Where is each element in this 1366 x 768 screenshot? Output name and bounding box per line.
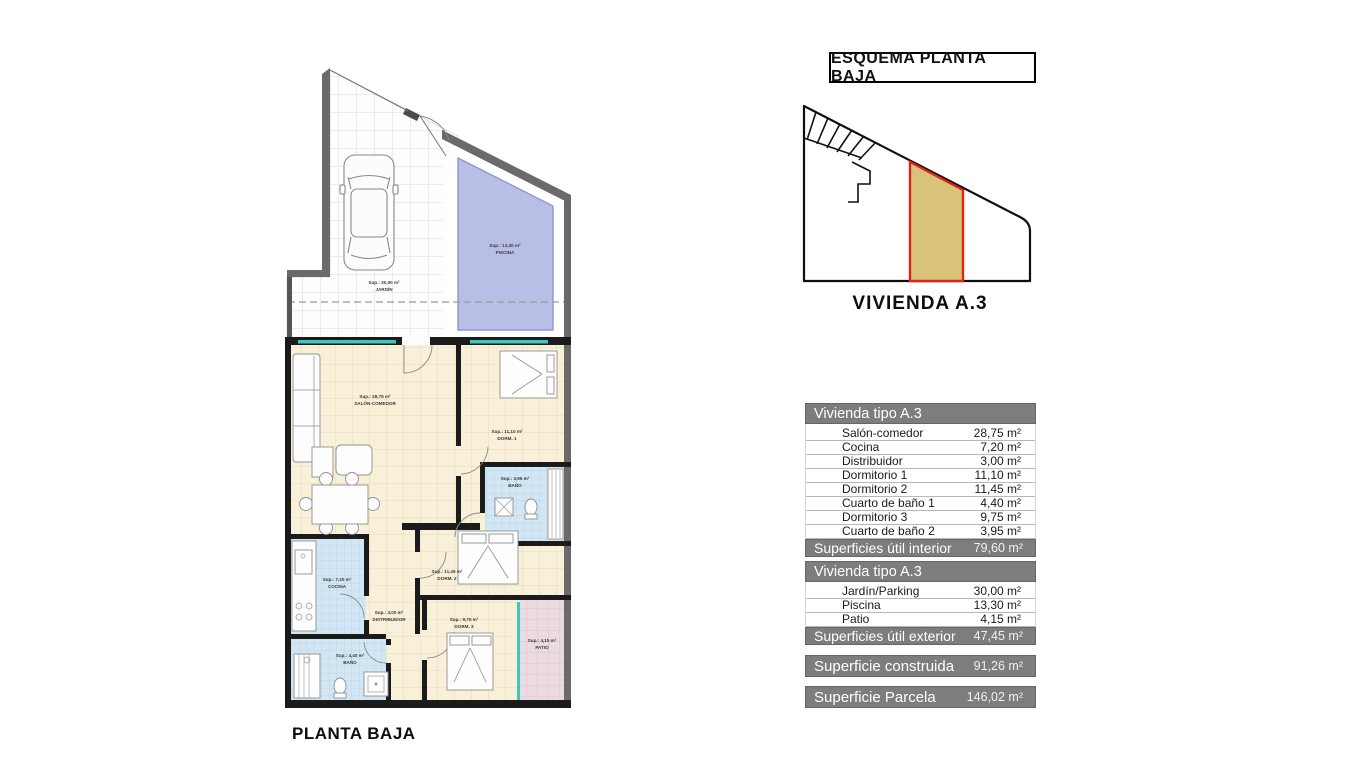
interior-areas-table	[805, 403, 1036, 557]
exterior-areas-table	[805, 561, 1036, 645]
bed-dorm3	[447, 633, 493, 690]
svg-text:Sup.: 13,30 m²: Sup.: 13,30 m²	[489, 243, 521, 248]
svg-text:Sup.: 4,15 m²: Sup.: 4,15 m²	[527, 638, 557, 643]
svg-text:Sup.: 11,45 m²: Sup.: 11,45 m²	[431, 569, 463, 574]
svg-text:Sup.: 11,10 m²: Sup.: 11,10 m²	[491, 429, 523, 434]
svg-text:COCINA: COCINA	[327, 584, 347, 589]
armchair	[336, 445, 372, 475]
table-row: Jardín/Parking 30,00 m²	[806, 585, 1035, 599]
car	[340, 155, 398, 270]
vivienda-a3-parcel	[910, 162, 963, 281]
table-row: Cuarto de baño 1 4,40 m²	[806, 497, 1035, 511]
table-row: Dormitorio 3 9,75 m²	[806, 511, 1035, 525]
table-row: Dormitorio 1 11,10 m²	[806, 469, 1035, 483]
svg-text:BAÑO: BAÑO	[343, 660, 357, 665]
patio-floor	[520, 600, 565, 700]
kitchen-fixtures	[292, 541, 316, 631]
svg-text:DORM. 3: DORM. 3	[454, 624, 474, 629]
superficie-construida-bar: Superficie construida 91,26 m²	[805, 655, 1036, 677]
exterior-table-body	[805, 582, 1036, 627]
esquema-title: ESQUEMA PLANTA BAJA	[829, 52, 1036, 83]
bed-dorm1	[500, 351, 557, 398]
table-row: Piscina 13,30 m²	[806, 599, 1035, 613]
interior-table-title: Vivienda tipo A.3	[814, 405, 922, 422]
table-row: Distribuidor 3,00 m²	[806, 455, 1035, 469]
exterior-table-footer: Superficies útil exterior 47,45 m²	[805, 627, 1036, 645]
interior-table-footer: Superficies útil interior 79,60 m²	[805, 539, 1036, 557]
svg-text:Sup.: 4,40 m²: Sup.: 4,40 m²	[335, 653, 365, 658]
esquema-caption: VIVIENDA A.3	[852, 293, 988, 314]
table-row: Patio 4,15 m²	[806, 613, 1035, 627]
floor-plan-drawing	[284, 58, 576, 713]
svg-text:Sup.: 3,00 m²: Sup.: 3,00 m²	[374, 610, 404, 615]
svg-text:BAÑO: BAÑO	[508, 483, 522, 488]
table-row: Cocina 7,20 m²	[806, 441, 1035, 455]
table-row: Dormitorio 2 11,45 m²	[806, 483, 1035, 497]
floor-plan	[284, 58, 576, 713]
plan-title: PLANTA BAJA	[292, 724, 416, 743]
svg-text:Sup.: 7,20 m²: Sup.: 7,20 m²	[322, 577, 352, 582]
entry-door-gap	[402, 337, 430, 345]
svg-text:Sup.: 30,00 m²: Sup.: 30,00 m²	[368, 280, 400, 285]
superficie-parcela-bar: Superficie Parcela 146,02 m²	[805, 686, 1036, 708]
sofa	[293, 354, 320, 462]
coffee-table	[312, 447, 333, 477]
svg-text:Sup.: 3,95 m²: Sup.: 3,95 m²	[500, 476, 530, 481]
esquema-drawing	[800, 100, 1040, 292]
svg-text:SALÓN-COMEDOR: SALÓN-COMEDOR	[354, 401, 396, 406]
svg-text:JARDÍN: JARDÍN	[375, 287, 393, 292]
svg-text:PISCINA: PISCINA	[495, 250, 515, 255]
exterior-table-title: Vivienda tipo A.3	[814, 563, 922, 580]
interior-table-header	[805, 403, 1036, 424]
svg-text:DORM. 1: DORM. 1	[497, 436, 517, 441]
svg-text:Sup.: 9,75 m²: Sup.: 9,75 m²	[449, 617, 479, 622]
interior-table-body	[805, 424, 1036, 539]
table-row: Salón-comedor 28,75 m²	[806, 427, 1035, 441]
bed-dorm2	[458, 531, 518, 584]
svg-text:PATIO: PATIO	[535, 645, 549, 650]
svg-text:DORM. 2: DORM. 2	[437, 576, 457, 581]
svg-text:Sup.: 28,75 m²: Sup.: 28,75 m²	[359, 394, 391, 399]
svg-text:DISTRIBUIDOR: DISTRIBUIDOR	[372, 617, 406, 622]
table-row: Cuarto de baño 2 3,95 m²	[806, 525, 1035, 539]
exterior-table-header	[805, 561, 1036, 582]
